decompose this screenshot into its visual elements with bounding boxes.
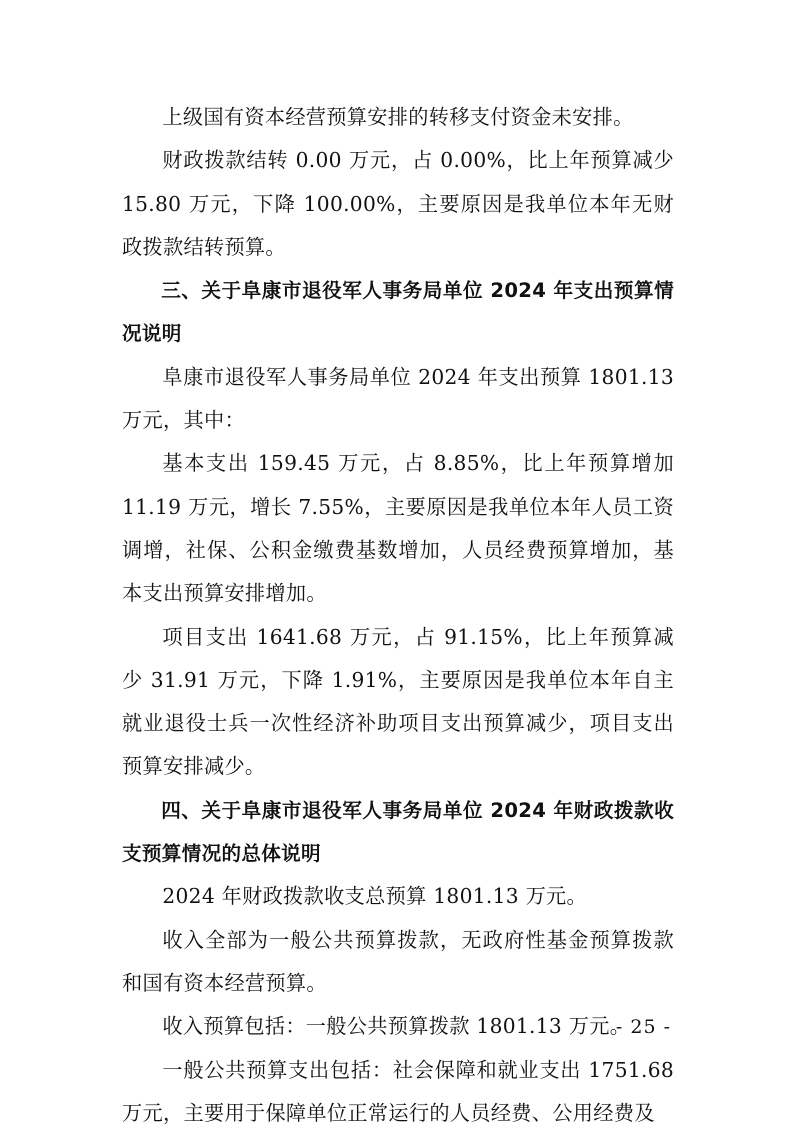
paragraph-fiscal-total: 2024 年财政拨款收支总预算 1801.13 万元。: [162, 884, 588, 909]
paragraph-transfer-payment: 上级国有资本经营预算安排的转移支付资金未安排。: [162, 105, 634, 129]
section-heading-3: 三、关于阜康市退役军人事务局单位 2024 年支出预算情况说明: [122, 279, 674, 346]
body-text: [122, 96, 674, 1135]
paragraph-project-expenditure: 项目支出 1641.68 万元，占 91.15%，比上年预算减少 31.91 万元，下降 1.91%，主要原因是我单位本年自主就业退役士兵一次性经济补助项目支出预算减少，项目支出预算安排减少。: [122, 624, 674, 779]
paragraph-income-budget: 收入预算包括：一般公共预算拨款 1801.13 万元。: [162, 1014, 631, 1039]
paragraph-public-expenditure: 一般公共预算支出包括：社会保障和就业支出 1751.68 万元，主要用于保障单位正常运行的人员经费、公用经费及: [122, 1057, 674, 1125]
paragraph-carryover: 财政拨款结转 0.00 万元，占 0.00%，比上年预算减少 15.80 万元，下降 100.00%，主要原因是我单位本年无财政拨款结转预算。: [122, 148, 674, 259]
paragraph-income-sources: 收入全部为一般公共预算拨款，无政府性基金预算拨款和国有资本经营预算。: [122, 927, 674, 995]
paragraph-basic-expenditure: 基本支出 159.45 万元，占 8.85%，比上年预算增加 11.19 万元，增长 7.55%，主要原因是我单位本年人员工资调增，社保、公积金缴费基数增加，人员经费预算增加，基本支出预算安排增加。: [122, 451, 674, 606]
page-number: - 25 -: [615, 1016, 671, 1038]
paragraph-expenditure-total: 阜康市退役军人事务局单位 2024 年支出预算 1801.13 万元，其中：: [122, 364, 674, 433]
section-heading-4: 四、关于阜康市退役军人事务局单位 2024 年财政拨款收支预算情况的总体说明: [122, 798, 674, 866]
